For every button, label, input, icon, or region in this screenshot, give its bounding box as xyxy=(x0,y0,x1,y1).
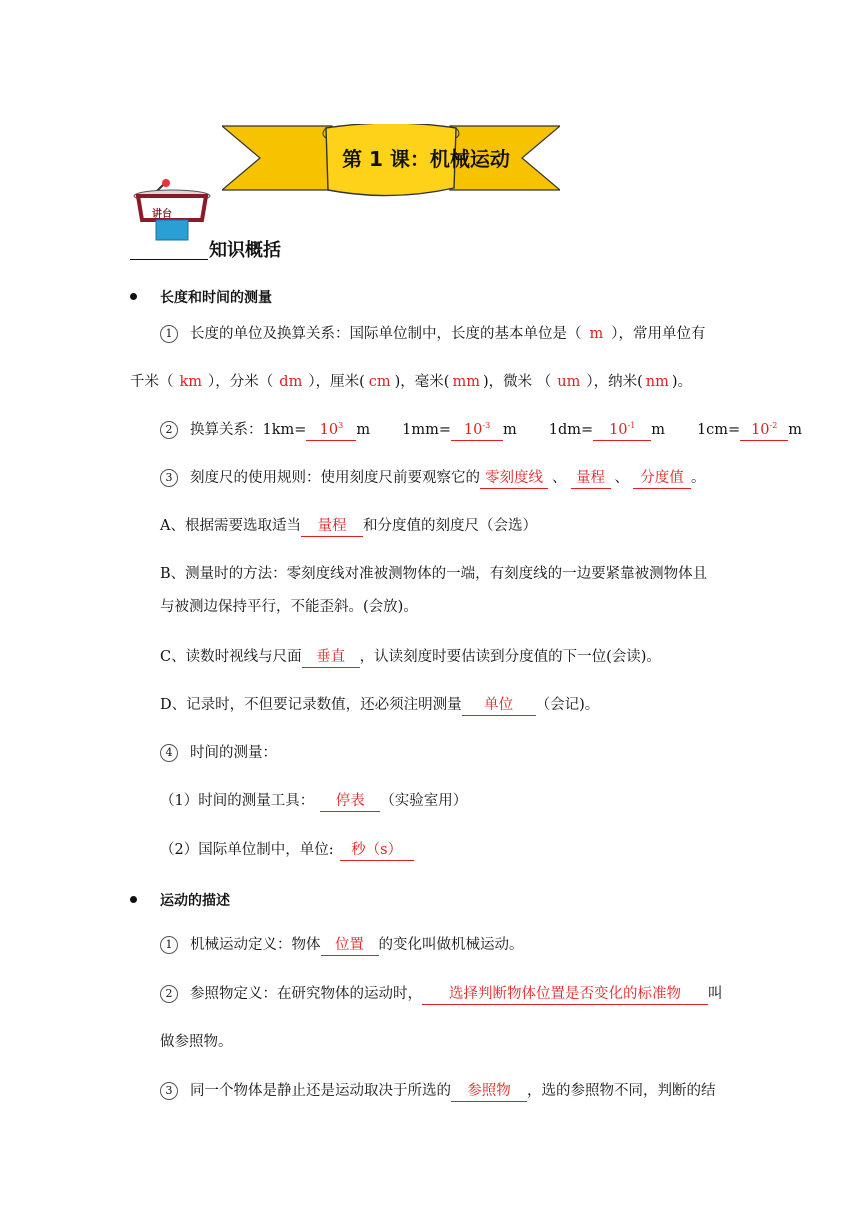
circled-number: 2 xyxy=(160,421,178,439)
blank-mm: $10^{-3}$ xyxy=(451,420,503,441)
blank-cm: $10^{-2}$ xyxy=(740,420,788,441)
line-A: A、根据需要选取适当 量程 和分度值的刻度尺（会选） xyxy=(160,516,537,537)
podium-icon xyxy=(132,176,212,244)
circled-number: 4 xyxy=(160,744,178,762)
line-conversion: 2 换算关系：$1km= 10^3$ m $1mm= 10^{-3}$ m $1dm= 10^{-1}$ m $1cm= 10^{-2}$ m xyxy=(160,420,802,441)
line-ruler-rules: 3 刻度尺的使用规则：使用刻度尺前要观察它的 零刻度线 、 量程 、 分度值 。 xyxy=(160,468,706,489)
podium-label: 讲台 xyxy=(152,209,172,220)
line-reference-cont: 做参照物。 xyxy=(160,1034,233,1050)
line-time-unit: （2）国际单位制中，单位: 秒（s） xyxy=(160,840,414,861)
circled-number: 2 xyxy=(160,985,178,1003)
line-unit: 1 长度的单位及换算关系：国际单位制中，长度的基本单位是（ m ），常用单位有 xyxy=(160,324,706,344)
line-time: 4 时间的测量： xyxy=(160,743,277,763)
bullet-icon xyxy=(130,293,137,300)
answer-m: m xyxy=(589,326,604,342)
line-B-cont: 与被测边保持平行，不能歪斜。(会放)。 xyxy=(160,599,418,615)
heading-length-time: 长度和时间的测量 xyxy=(160,290,272,306)
line-B: B、测量时的方法：零刻度线对准被测物体的一端，有刻度线的一边要紧靠被测物体且 xyxy=(160,566,708,582)
blank-dm: $10^{-1}$ xyxy=(593,420,651,441)
section-title-underline xyxy=(130,259,208,260)
line-units-list: 千米（ km ），分米（ dm ），厘米( cm )，毫米( mm )，微米 （ um ），纳米( nm )。 xyxy=(130,374,693,390)
circled-number: 3 xyxy=(160,1082,178,1100)
bullet-icon xyxy=(130,896,137,903)
line-D: D、记录时，不但要记录数值，还必须注明测量 单位 （会记)。 xyxy=(160,695,599,716)
circled-number: 1 xyxy=(160,936,178,954)
heading-motion: 运动的描述 xyxy=(160,893,230,909)
line-C: C、读数时视线与尺面 垂直 ，认读刻度时要估读到分度值的下一位(会读)。 xyxy=(160,647,661,668)
section-title: 知识概括 xyxy=(209,240,281,261)
line-relative-motion: 3 同一个物体是静止还是运动取决于所选的 参照物 ，选的参照物不同，判断的结 xyxy=(160,1081,716,1102)
line-time-tool: （1）时间的测量工具： 停表 （实验室用） xyxy=(160,791,467,812)
circled-number: 1 xyxy=(160,325,178,343)
line-motion-def: 1 机械运动定义：物体 位置 的变化叫做机械运动。 xyxy=(160,935,524,956)
blank-km: $10^3$ xyxy=(306,420,356,441)
circled-number: 3 xyxy=(160,469,178,487)
banner-title: 第 1 课：机械运动 xyxy=(342,147,510,171)
line-reference-def: 2 参照物定义：在研究物体的运动时， 选择判断物体位置是否变化的标准物 叫 xyxy=(160,984,723,1005)
